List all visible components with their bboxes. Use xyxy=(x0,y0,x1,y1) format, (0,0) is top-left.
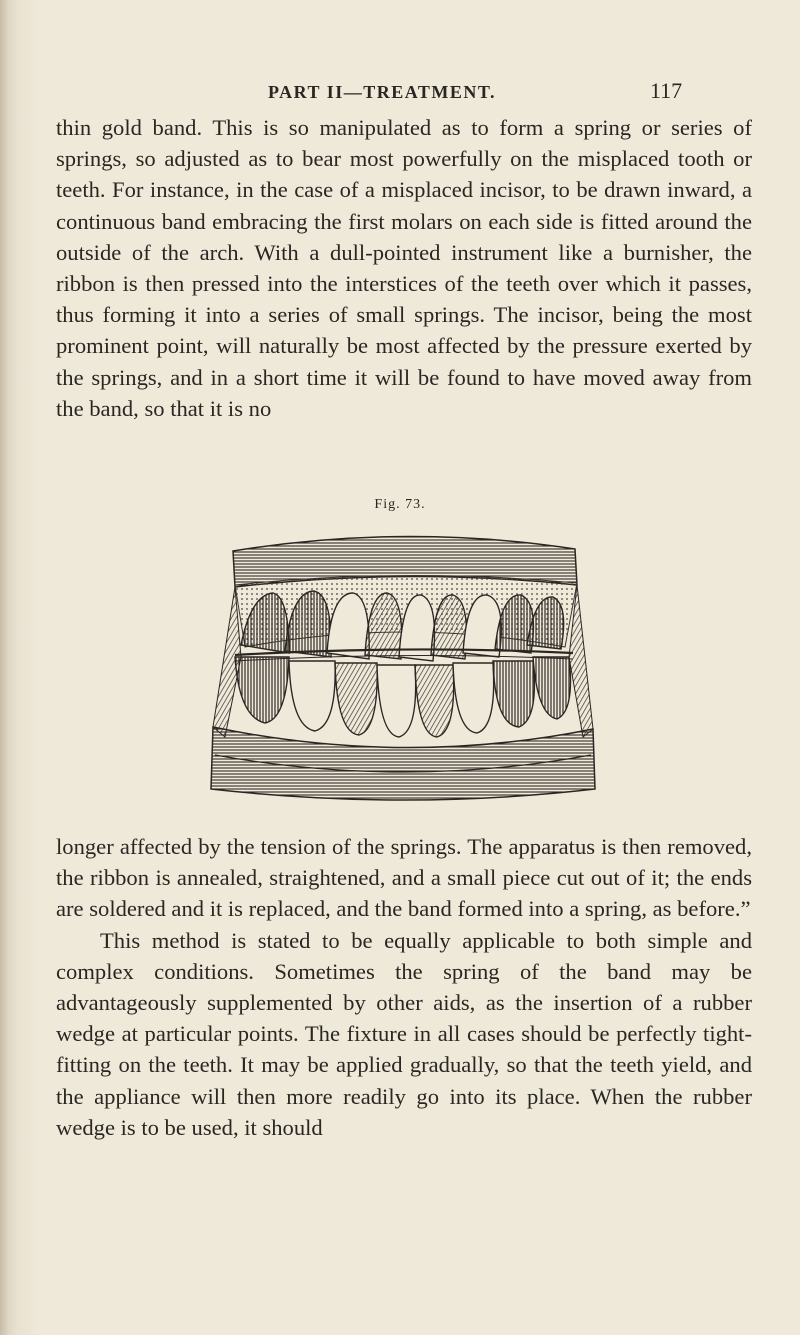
text-block-bottom xyxy=(56,831,752,1143)
page-gutter xyxy=(0,0,10,1335)
page-number: 117 xyxy=(650,78,683,103)
running-head: PART II—TREATMENT. xyxy=(268,82,497,102)
paragraph: This method is stated to be equally applicable to both simple and complex conditions. Sometimes the spring of the band may be advantageously supplemented by other aids, as the insertion of a rubber wedge at particular points. The fixture in all cases should be perfectly tight-fitting on the teeth. It may be applied gradually, so that the teeth yield, and the appliance will then more readily go into its place. When the rubber wedge is to be used, it should xyxy=(56,927,752,1140)
text-block-top xyxy=(56,112,752,424)
dental-arch-illustration xyxy=(205,527,600,807)
paragraph: thin gold band. This is so manipulated as to form a spring or series of springs, so adjusted as to bear most powerfully on the misplaced tooth or teeth. For instance, in the case of a misplaced incisor, to be drawn inward, a continuous band embracing the first molars on each side is fitted around the outside of the arch. With a dull-pointed instrument like a burnisher, the ribbon is then pressed into the interstices of the teeth over which it passes, thus forming it into a series of small springs. The incisor, being the most prominent point, will naturally be most affected by the pressure exerted by the springs, and in a short time it will be found to have moved away from the band, so that it is no xyxy=(56,115,752,421)
paragraph: longer affected by the tension of the springs. The apparatus is then removed, the ribbon is annealed, straightened, and a small piece cut out of it; the ends are soldered and it is replaced, and the band formed into a spring, as before.” xyxy=(56,834,752,922)
figure-caption: Fig. 73. xyxy=(374,497,426,512)
